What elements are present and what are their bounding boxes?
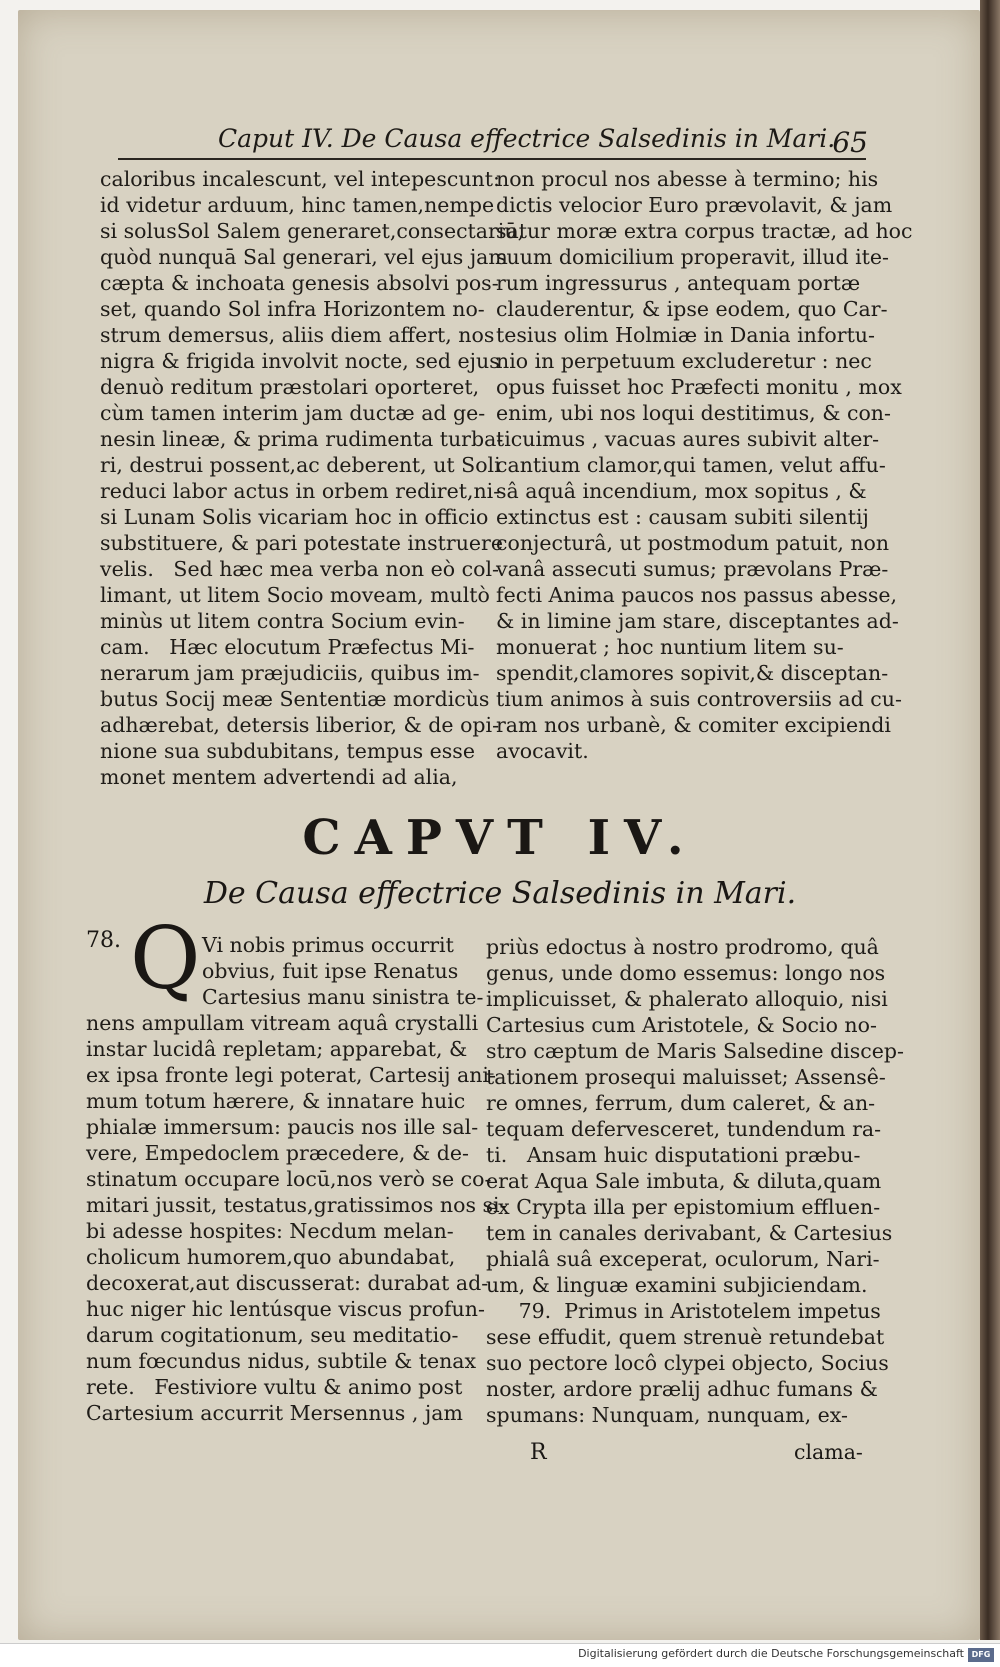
drop-cap: Q [130, 909, 201, 1009]
signature-mark: R [530, 1440, 547, 1465]
bottom-right-column: priùs edoctus à nostro prodromo, quâ genus, unde domo essemus: longo nos implicuisset, & phalerato alloquio, nisi Cartesius cum Aristotele, & Socio no- stro cæptum de Maris Salsedine discep- tationem prosequi maluisset; Assensê- re omnes, ferrum, dum caleret, & an- tequam defervesceret, tundendum ra- ti. Ansam huic disputationi præbu- erat Aqua Sale imbuta, & diluta,quam ex Crypta illa per epistomium effluen- tem in canales derivabant, & Cartesius phialâ suâ exceperat, oculorum, Nari- um, & linguæ examini subjiciendam. 79. Primus in Aristotelem impetus sese effudit, quem strenuè retundebat suo pectore locô clypei objecto, Socius noster, ardore prælij adhuc fumans & spumans: Nunquam, nunquam, ex- [486, 935, 904, 1427]
running-title: Caput IV. De Causa effectrice Salsedinis in Mari. [218, 124, 836, 153]
paragraph-number: 78. [86, 928, 121, 953]
catchword: clama- [794, 1440, 863, 1464]
top-left-column: caloribus incalescunt, vel intepescunt: id videtur arduum, hinc tamen,nempe si solusSol Salem generaret,consectariū, quòd nunquā Sal generari, vel ejus cæpta & inchoata genesis absolvi pos- set, quando Sol infra Horizontem no- strum demersus, aliis diem affert, nos nigra & frigida involvit nocte, sed denuò reditum præstolari oporteret, cùm tamen interim jam ductæ ad ge- nesin lineæ, & prima rudimenta turba- ri, destrui possent,ac deberent, ut reduci labor actus in orbem rediret,ni- si Lunam Solis vicariam hoc in officio substituere, & pari potestate instruere velis. Sed hæc mea verba non eò limant, ut litem Socio moveam, multò minùs ut litem contra Socium evin- cam. Hæc elocutum Præfectus Mi- nerarum jam præjudiciis, quibus im- butus Socij meæ Sententiæ mordicùs adhærebat, detersis liberior, & de nione sua subdubitans, tempus esse monet mentem advertendi ad alia, [100, 167, 525, 789]
bottom-left-column: nens ampullam vitream aquâ crystalli instar lucidâ repletam; apparebat, & ex ipsa fronte legi poterat, Cartesij mum totum hærere, & innatare huic phialæ immersum: paucis nos ille sal- vere, Empedoclem præcedere, & de- stinatum occupare locū,nos verò se mitari jussit, testatus,gratissimos nos bi adesse hospites: Necdum melan- cholicum humorem,quo abundabat, decoxerat,aut discusserat: durabat huc niger hic lentúsque viscus profun- darum cogitationum, seu meditatio- num fœcundus nidus, subtile & tenax rete. Festiviore vultu & animo post Cartesium accurrit Mersennus , jam [86, 1011, 485, 1425]
page-number: 65 [832, 126, 868, 159]
footer-credit: Digitalisierung gefördert durch die Deutsche Forschungsgemeinschaft [578, 1647, 964, 1660]
chapter-title: CAPVT IV. [302, 810, 698, 866]
drop-cap-lines: Vi nobis primus occurrit obvius, fuit ipse Renatus Cartesius manu sinistra [202, 933, 459, 1009]
top-right-column: non procul nos abesse à termino; his dictis velocior Euro prævolavit, & satur moræ extra corpus tractæ, ad suum domicilium properavit, illud rum ingressurus , antequam portæ clauderentur, & ipse eodem, quo Car- tesius olim Holmiæ in Dania infortu- nio in perpetuum excluderetur : nec opus fuisset hoc Præfecti monitu , enim, ubi nos loqui destitimus, & con- ticuimus , vacuas aures subivit alter- cantium clamor,qui tamen, velut affu- sâ aquâ incendium, mox sopitus , & extinctus est : causam subiti silentij conjecturâ, ut postmodum patuit, non vanâ assecuti sumus; prævolans Præ- fecti Anima paucos nos passus abesse, & in limine jam stare, disceptantes monuerat ; hoc nuntium litem su- spendit,clamores sopivit,& disceptan- tium animos à suis controversiis ad ram nos urbanè, & comiter excipiendi avocavit. [496, 167, 898, 763]
chapter-subtitle: De Causa effectrice Salsedinis in Mari. [203, 876, 797, 911]
dfg-logo-icon: DFG [968, 1648, 994, 1662]
footer-bar [0, 1643, 1000, 1667]
page-header [118, 118, 866, 160]
